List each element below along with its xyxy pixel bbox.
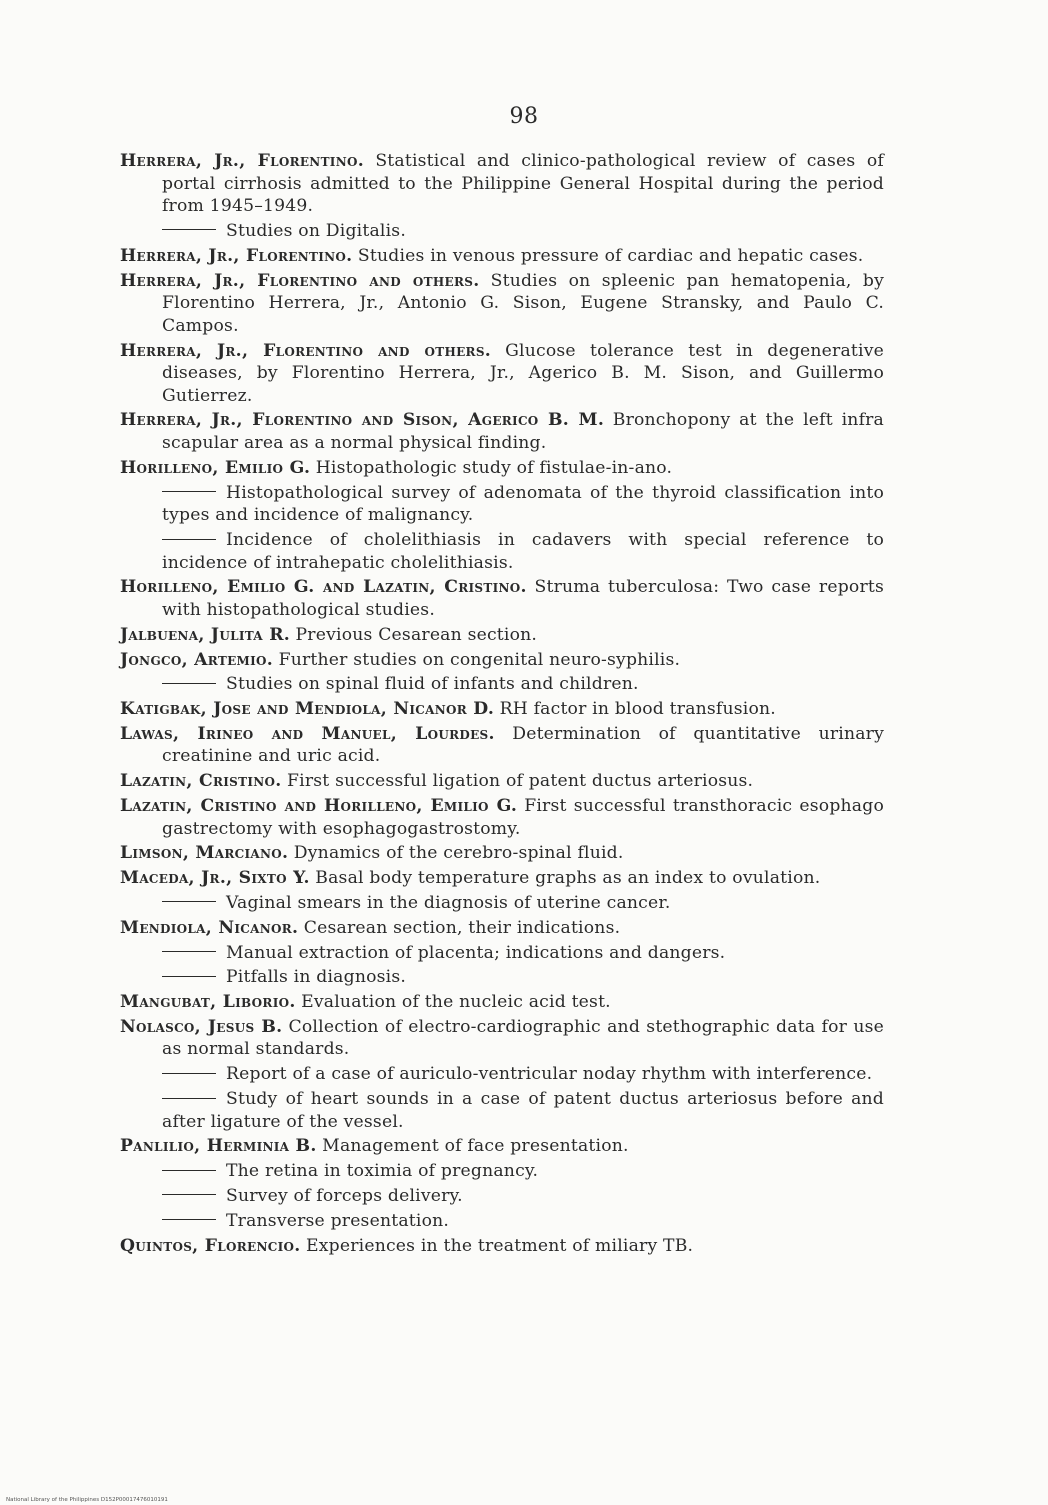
ditto-dash <box>162 976 216 977</box>
bibliography-entry <box>120 917 884 940</box>
entry-title: Studies on Digitalis. <box>226 220 406 241</box>
bibliography-entry <box>120 1063 884 1086</box>
entry-author: Herrera, Jr., Florentino. <box>120 151 365 171</box>
entry-author: Lazatin, Cristino and Horilleno, Emilio G. <box>120 796 518 817</box>
page-number: 98 <box>509 104 539 129</box>
entry-author: Horilleno, Emilio G. and Lazatin, Cristino. <box>120 577 527 598</box>
entry-title: Collection of electro-cardiographic and stethographic data for use as normal standards. <box>162 1016 884 1060</box>
entry-title: Studies on spinal fluid of infants and children. <box>226 674 639 695</box>
entry-author: Mangubat, Liborio. <box>120 992 296 1013</box>
entry-title: Dynamics of the cerebro-spinal fluid. <box>293 843 624 864</box>
bibliography-entry <box>120 270 884 338</box>
entry-title: Incidence of cholelithiasis in cadavers with special reference to incidence of intrahepatic cholelithiasis. <box>162 530 884 573</box>
bibliography-entry <box>120 457 884 480</box>
entry-author: Herrera, Jr., Florentino and others. <box>120 340 492 361</box>
bibliography-entry <box>120 1016 884 1061</box>
entry-title: Pitfalls in diagnosis. <box>226 967 407 988</box>
bibliography-entry <box>120 867 884 890</box>
ditto-dash <box>162 1194 216 1195</box>
bibliography-entry <box>120 1088 884 1133</box>
bibliography-entry <box>120 698 884 721</box>
entry-title: Vaginal smears in the diagnosis of uterine cancer. <box>226 892 671 913</box>
entry-title: Struma tuberculosa: Two case reports with histopathological studies. <box>162 577 884 620</box>
ditto-dash <box>162 1219 216 1220</box>
entry-title: Previous Cesarean section. <box>295 624 538 645</box>
entry-author: Katigbak, Jose and Mendiola, Nicanor D. <box>120 699 495 720</box>
entry-author: Herrera, Jr., Florentino. <box>120 245 353 266</box>
entry-title: Histopathologic study of fistulae-in-ano. <box>315 457 673 478</box>
bibliography-entry <box>120 723 884 768</box>
entry-author: Lawas, Irineo and Manuel, Lourdes. <box>120 723 495 744</box>
entry-title: Basal body temperature graphs as an index to ovulation. <box>315 868 821 889</box>
entry-title: Bronchopony at the left infra scapular area as a normal physical finding. <box>162 410 884 454</box>
entry-author: Nolasco, Jesus B. <box>120 1016 283 1037</box>
bibliography-entry <box>120 770 884 793</box>
bibliography-entry <box>120 340 884 408</box>
bibliography-entry <box>120 649 884 672</box>
entry-title: RH factor in blood transfusion. <box>499 699 776 720</box>
bibliography-entry <box>120 842 884 865</box>
bibliography-entry <box>120 1185 884 1208</box>
entry-author: Horilleno, Emilio G. <box>120 457 311 478</box>
bibliography-entry <box>120 576 884 621</box>
entry-title: Studies on spleenic pan hematopenia, by Florentino Herrera, Jr., Antonio G. Sison, Eugene Stransky, and Paulo C. Campos. <box>162 270 885 336</box>
entry-title: Histopathological survey of adenomata of the thyroid classification into types and incidence of malignancy. <box>162 482 884 526</box>
entry-title: The retina in toximia of pregnancy. <box>226 1161 539 1182</box>
ditto-dash <box>162 539 216 540</box>
entry-title: Studies in venous pressure of cardiac and hepatic cases. <box>357 245 864 266</box>
entry-title: Further studies on congenital neuro-syphilis. <box>278 649 681 670</box>
bibliography-entry <box>120 150 884 218</box>
ditto-dash <box>162 229 216 230</box>
bibliography-entry <box>120 220 884 243</box>
bibliography-entry <box>120 991 884 1014</box>
entry-author: Panlilio, Herminia B. <box>120 1136 317 1157</box>
bibliography-list <box>120 150 884 1259</box>
bibliography-entry <box>120 1210 884 1233</box>
ditto-dash <box>162 1073 216 1074</box>
entry-author: Quintos, Florencio. <box>120 1235 301 1256</box>
entry-author: Lazatin, Cristino. <box>120 771 282 792</box>
bibliography-entry <box>120 942 884 965</box>
entry-title: Report of a case of auriculo-ventricular noday rhythm with interference. <box>226 1064 873 1085</box>
entry-title: Survey of forceps delivery. <box>226 1185 463 1206</box>
ditto-dash <box>162 951 216 952</box>
entry-title: Glucose tolerance test in degenerative diseases, by Florentino Herrera, Jr., Agerico B. M. Sison, and Guillermo Gutierrez. <box>162 340 884 406</box>
scan-footer: National Library of the Philippines D152P00017476010191 <box>6 1497 168 1503</box>
entry-author: Jongco, Artemio. <box>120 649 274 670</box>
entry-author: Herrera, Jr., Florentino and Sison, Agerico B. M. <box>120 410 605 431</box>
entry-title: Management of face presentation. <box>322 1136 629 1157</box>
bibliography-entry <box>120 624 884 647</box>
entry-author: Jalbuena, Julita R. <box>120 624 291 645</box>
entry-author: Maceda, Jr., Sixto Y. <box>120 868 310 889</box>
ditto-dash <box>162 683 216 684</box>
bibliography-entry <box>120 966 884 989</box>
entry-author: Herrera, Jr., Florentino and others. <box>120 270 480 291</box>
bibliography-entry <box>120 892 884 915</box>
bibliography-entry <box>120 529 884 574</box>
bibliography-entry <box>120 409 884 454</box>
bibliography-entry <box>120 1235 884 1258</box>
bibliography-entry <box>120 482 884 527</box>
entry-title: Statistical and clinico-pathological review of cases of portal cirrhosis admitted to the Philippine General Hospital during the period from 1945–1949. <box>162 151 884 217</box>
ditto-dash <box>162 901 216 902</box>
entry-title: First successful transthoracic esophago gastrectomy with esophagogastrostomy. <box>162 796 884 839</box>
entry-title: Manual extraction of placenta; indications and dangers. <box>226 942 726 963</box>
entry-author: Limson, Marciano. <box>120 843 289 864</box>
entry-title: Determination of quantitative urinary creatinine and uric acid. <box>162 723 885 767</box>
ditto-dash <box>162 491 216 492</box>
ditto-dash <box>162 1098 216 1099</box>
entry-title: First successful ligation of patent ductus arteriosus. <box>287 771 754 792</box>
bibliography-entry <box>120 1135 884 1158</box>
entry-title: Study of heart sounds in a case of patent ductus arteriosus before and after ligature of the vessel. <box>162 1089 884 1132</box>
bibliography-entry <box>120 673 884 696</box>
bibliography-entry <box>120 245 884 268</box>
entry-author: Mendiola, Nicanor. <box>120 917 299 938</box>
entry-title: Experiences in the treatment of miliary TB. <box>306 1235 694 1256</box>
entry-title: Cesarean section, their indications. <box>303 917 621 938</box>
entry-title: Transverse presentation. <box>226 1210 450 1231</box>
bibliography-entry <box>120 795 884 840</box>
bibliography-entry <box>120 1160 884 1183</box>
entry-title: Evaluation of the nucleic acid test. <box>301 992 611 1013</box>
ditto-dash <box>162 1170 216 1171</box>
